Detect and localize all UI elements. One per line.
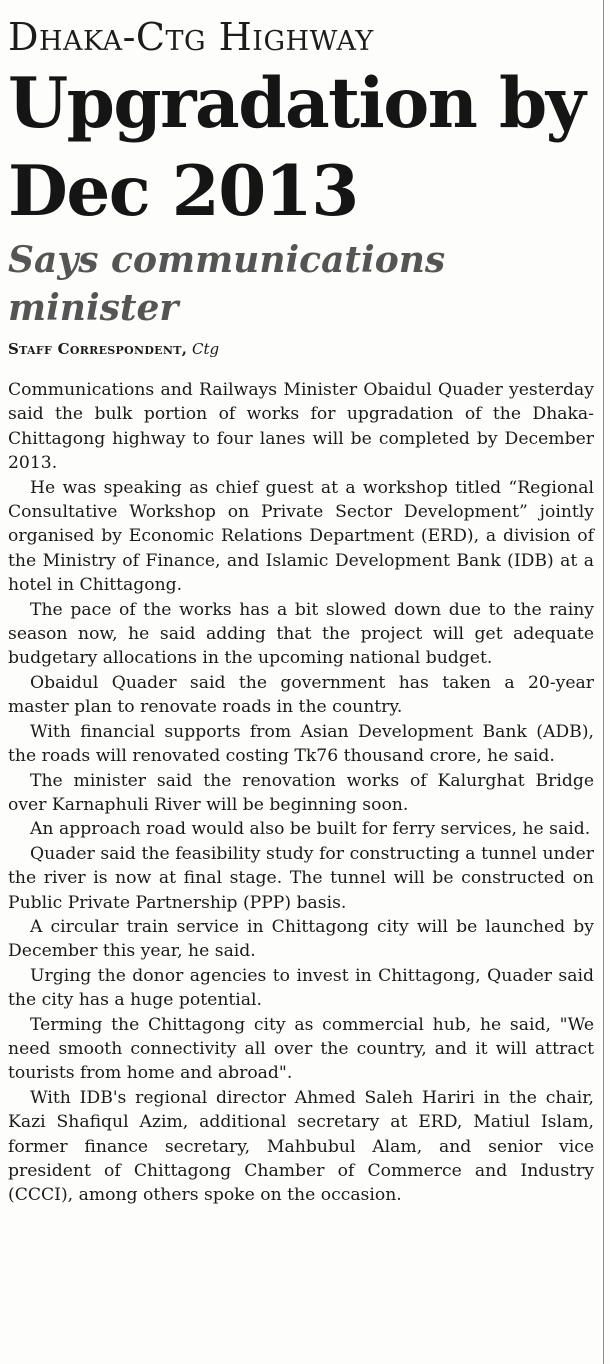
article-body bbox=[8, 378, 594, 1208]
subheadline: Says communications minister bbox=[8, 239, 446, 329]
column-rule bbox=[603, 0, 604, 1364]
paragraph: Quader said the feasibility study for constructing a tunnel under the river is now at final stage. The tunnel will be constructed on Public Private Partnership (PPP) basis. bbox=[8, 843, 594, 913]
byline-name: Staff Correspondent, bbox=[8, 340, 188, 358]
paragraph: Urging the donor agencies to invest in Chittagong, Quader said the city has a huge potential. bbox=[8, 965, 594, 1011]
byline bbox=[8, 338, 594, 360]
headline: Upgradation by Dec 2013 bbox=[8, 63, 585, 232]
paragraph: Obaidul Quader said the government has taken a 20-year master plan to renovate roads in the country. bbox=[8, 672, 594, 718]
kicker: Dhaka-Ctg Highway bbox=[8, 15, 374, 59]
paragraph: With financial supports from Asian Development Bank (ADB), the roads will renovated costing Tk76 thousand crore, he said. bbox=[8, 721, 594, 767]
paragraph: Communications and Railways Minister Obaidul Quader yesterday said the bulk portion of works for upgradation of the Dhaka-Chittagong highway to four lanes will be completed by December 2013. bbox=[8, 380, 594, 474]
news-article bbox=[8, 0, 594, 1208]
paragraph: He was speaking as chief guest at a workshop titled “Regional Consultative Workshop on Private Sector Development” jointly organised by Economic Relations Department (ERD), a division of the Ministry of Finance, and Islamic Development Bank (IDB) at a hotel in Chittagong. bbox=[8, 477, 594, 596]
paragraph: With IDB's regional director Ahmed Saleh Hariri in the chair, Kazi Shafiqul Azim, additional secretary at ERD, Matiul Islam, former finance secretary, Mahbubul Alam, and senior vice president of Chittagong Chamber of Commerce and Industry (CCCI), among others spoke on the occasion. bbox=[8, 1087, 594, 1206]
paragraph: The pace of the works has a bit slowed down due to the rainy season now, he said adding that the project will get adequate budgetary allocations in the upcoming national budget. bbox=[8, 599, 594, 669]
paragraph: Terming the Chittagong city as commercial hub, he said, "We need smooth connectivity all over the country, and it will attract tourists from home and abroad". bbox=[8, 1014, 594, 1084]
paragraph: The minister said the renovation works of Kalurghat Bridge over Karnaphuli River will be beginning soon. bbox=[8, 770, 594, 815]
byline-location: Ctg bbox=[192, 340, 220, 358]
paragraph: A circular train service in Chittagong city will be launched by December this year, he said. bbox=[8, 916, 594, 962]
paragraph: An approach road would also be built for ferry services, he said. bbox=[30, 819, 591, 840]
